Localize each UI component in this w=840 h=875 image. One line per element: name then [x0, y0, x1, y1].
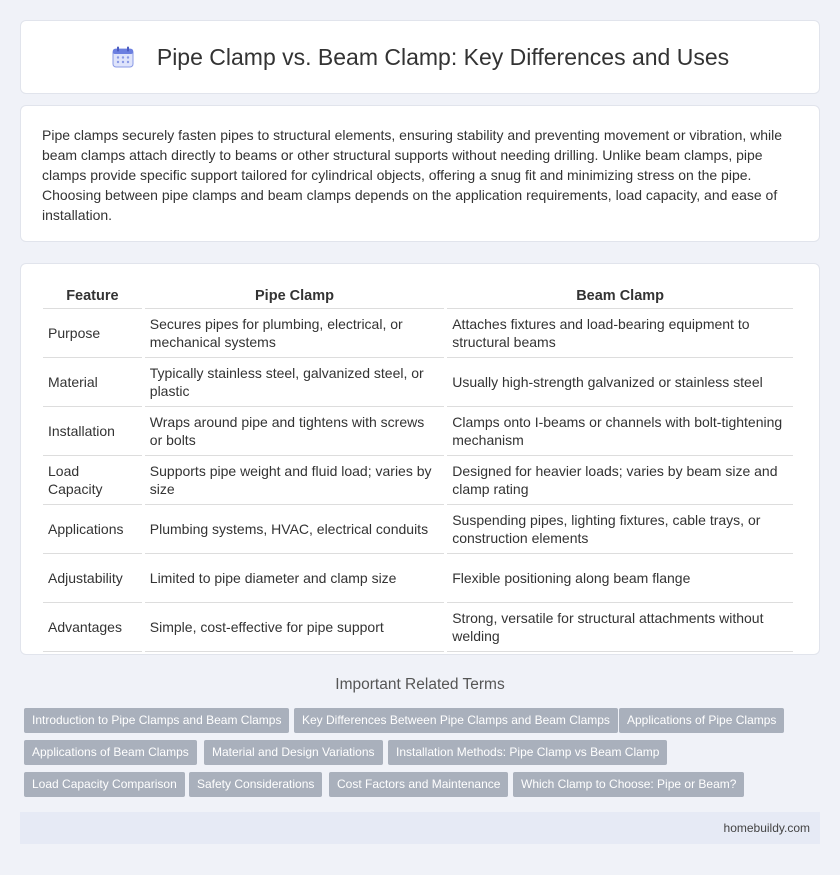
related-term-tag[interactable]: Introduction to Pipe Clamps and Beam Clamps [24, 708, 289, 733]
related-term-tag[interactable]: Applications of Beam Clamps [24, 740, 197, 765]
related-term-tag[interactable]: Load Capacity Comparison [24, 772, 185, 797]
feature-cell: Purpose [43, 309, 142, 358]
beam-clamp-cell: Clamps onto I-beams or channels with bolt-tightening mechanism [447, 407, 793, 456]
table-row [43, 407, 793, 456]
pipe-clamp-cell: Secures pipes for plumbing, electrical, or mechanical systems [145, 309, 444, 358]
calendar-icon [111, 45, 135, 69]
table-header-row [43, 284, 793, 309]
feature-cell: Installation [43, 407, 142, 456]
table-row [43, 505, 793, 554]
feature-cell: Applications [43, 505, 142, 554]
beam-clamp-cell: Strong, versatile for structural attachments without welding [447, 603, 793, 652]
comparison-table [40, 284, 796, 652]
beam-clamp-cell: Usually high-strength galvanized or stainless steel [447, 358, 793, 407]
intro-card [20, 105, 820, 242]
related-term-tag[interactable]: Safety Considerations [189, 772, 322, 797]
pipe-clamp-cell: Plumbing systems, HVAC, electrical conduits [145, 505, 444, 554]
pipe-clamp-cell: Typically stainless steel, galvanized steel, or plastic [145, 358, 444, 407]
table-row [43, 456, 793, 505]
pipe-clamp-cell: Limited to pipe diameter and clamp size [145, 554, 444, 603]
related-term-tag[interactable]: Key Differences Between Pipe Clamps and Beam Clamps [294, 708, 618, 733]
table-row [43, 358, 793, 407]
feature-cell: Advantages [43, 603, 142, 652]
feature-cell: Material [43, 358, 142, 407]
comparison-table-card [20, 263, 820, 655]
related-term-tag[interactable]: Which Clamp to Choose: Pipe or Beam? [513, 772, 744, 797]
feature-cell: Load Capacity [43, 456, 142, 505]
intro-paragraph: Pipe clamps securely fasten pipes to structural elements, ensuring stability and preventing movement or vibration, while beam clamps attach directly to beams or other structural supports without needing drilling. Unlike beam clamps, pipe clamps provide specific support tailored for cylindrical objects, offering a snug fit and minimizing stress on the pipe. Choosing between pipe clamps and beam clamps depends on the application requirements, load capacity, and ease of installation. [42, 127, 783, 223]
feature-cell: Adjustability [43, 554, 142, 603]
related-terms-title: Important Related Terms [335, 676, 505, 693]
related-term-tag[interactable]: Material and Design Variations [204, 740, 383, 765]
pipe-clamp-cell: Wraps around pipe and tightens with screws or bolts [145, 407, 444, 456]
footer-site-link[interactable]: homebuildy.com [723, 821, 810, 835]
table-row [43, 554, 793, 603]
page-title: Pipe Clamp vs. Beam Clamp: Key Differences and Uses [156, 43, 730, 70]
table-row [43, 603, 793, 652]
beam-clamp-cell: Suspending pipes, lighting fixtures, cable trays, or construction elements [447, 505, 793, 554]
beam-clamp-cell: Flexible positioning along beam flange [447, 554, 793, 603]
related-term-tag[interactable]: Applications of Pipe Clamps [619, 708, 784, 733]
beam-clamp-cell: Designed for heavier loads; varies by beam size and clamp rating [447, 456, 793, 505]
header-feature: Feature [43, 284, 142, 309]
footer [20, 812, 820, 844]
header-pipe-clamp: Pipe Clamp [145, 284, 444, 309]
header-beam-clamp: Beam Clamp [447, 284, 793, 309]
table-row [43, 309, 793, 358]
pipe-clamp-cell: Supports pipe weight and fluid load; varies by size [145, 456, 444, 505]
beam-clamp-cell: Attaches fixtures and load-bearing equipment to structural beams [447, 309, 793, 358]
related-term-tag[interactable]: Installation Methods: Pipe Clamp vs Beam Clamp [388, 740, 667, 765]
pipe-clamp-cell: Simple, cost-effective for pipe support [145, 603, 444, 652]
related-term-tag[interactable]: Cost Factors and Maintenance [329, 772, 508, 797]
title-card [20, 20, 820, 94]
